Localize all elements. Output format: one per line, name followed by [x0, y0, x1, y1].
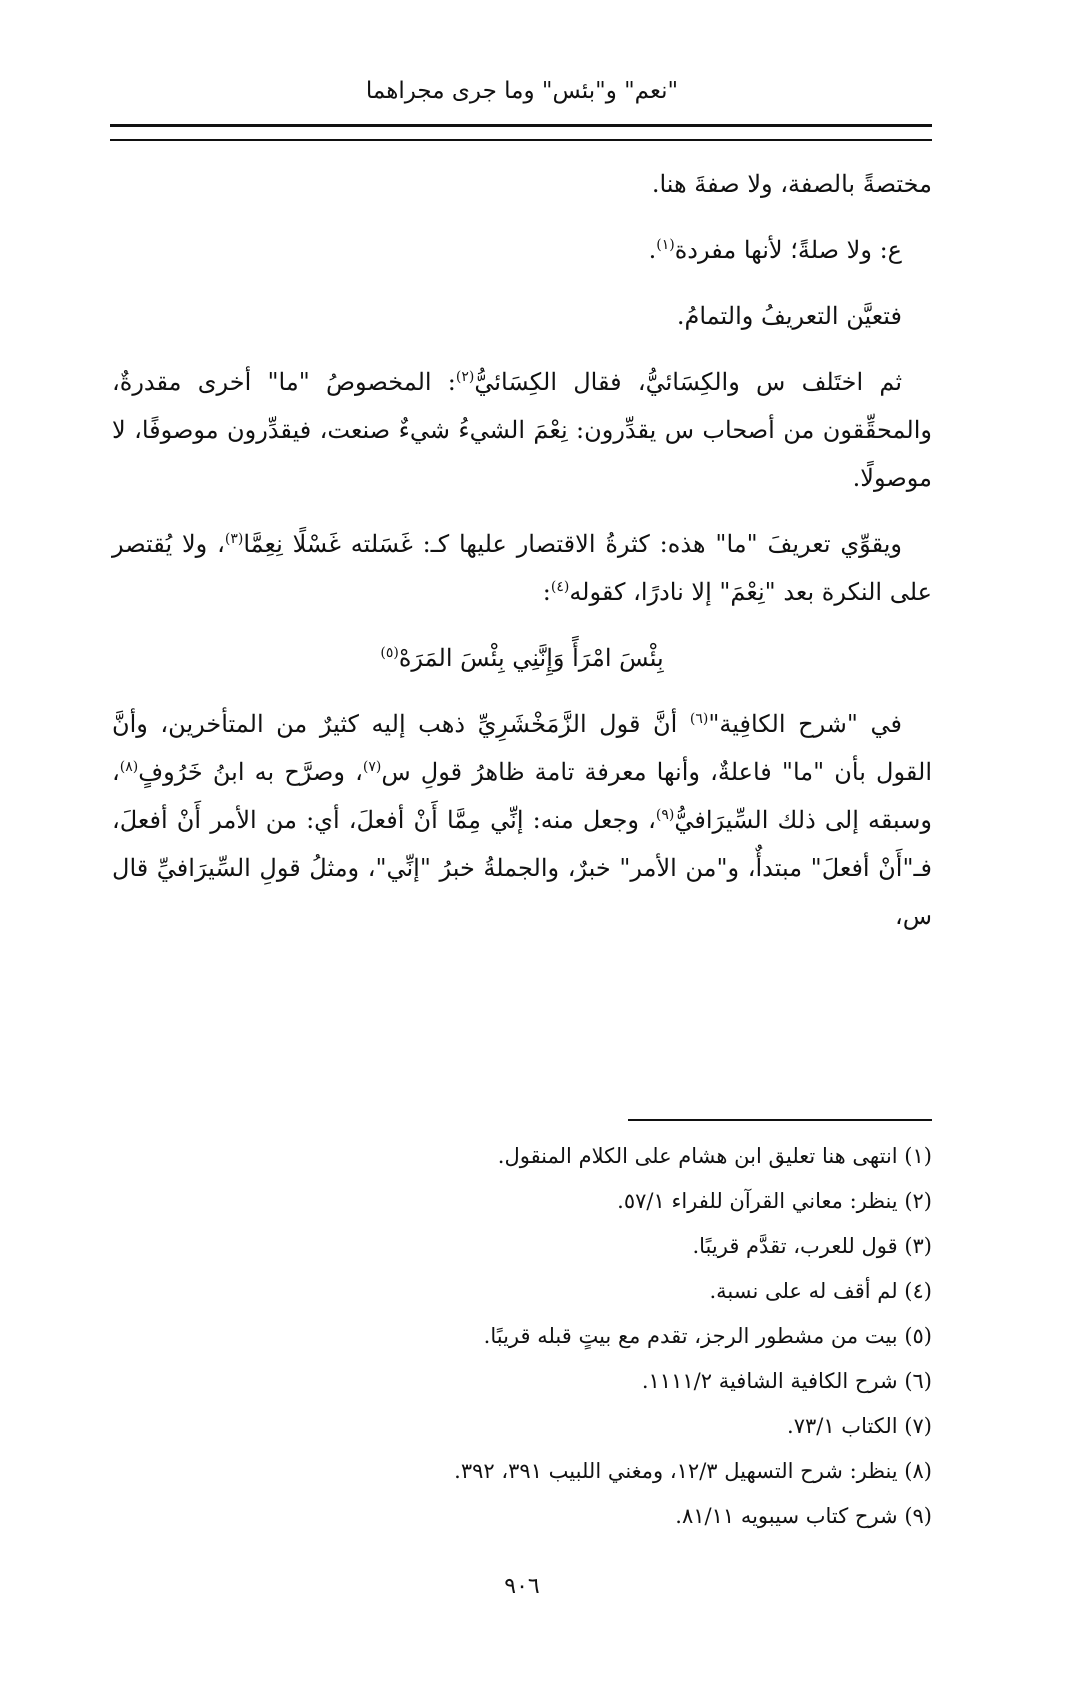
- footnote-3: (٣) قول للعرب، تقدَّم قريبًا.: [692, 1234, 932, 1258]
- page-number: ٩٠٦: [504, 1574, 540, 1599]
- paragraph-5: [112, 520, 932, 616]
- paragraph-5-text-a: ويقوِّي تعريفَ "ما" هذه: كثرةُ الاقتصار عليها كـ: غَسَلته غَسْلًا نِعِمَّا: [243, 530, 902, 558]
- footnote-ref-1[interactable]: (١): [656, 237, 675, 253]
- paragraph-3-text: فتعيَّن التعريفُ والتمامُ.: [676, 302, 902, 330]
- paragraph-6-text-c: ، وصرَّح به ابنُ خَرُوفٍ: [138, 758, 363, 786]
- footnote-ref-5[interactable]: (٥): [380, 645, 399, 661]
- footnote-ref-6[interactable]: (٦): [689, 711, 709, 727]
- paragraph-5-text-b: ، ولا يُقتصر على النكرة بعد "نِعْمَ" إلا نادرًا، كقوله: [112, 530, 932, 606]
- footnote-ref-9[interactable]: (٩): [655, 807, 675, 823]
- paragraph-6: [112, 700, 932, 940]
- footnote-1: (١) انتهى هنا تعليق ابن هشام على الكلام المنقول.: [497, 1144, 932, 1168]
- paragraph-6-text-a: في "شرح الكافِية": [708, 710, 902, 738]
- paragraph-2-text: ع: ولا صلةً؛ لأنها مفردة: [674, 236, 902, 264]
- footnote-separator: [628, 1119, 932, 1121]
- paragraph-6-text-b: أنَّ قول الزَّمَخْشَرِيِّ ذهب إليه كثيرٌ من المتأخرين، وأنَّ القول بأن "ما" فاعلةٌ، وأنها معرفة تامة ظاهرُ قولِ س: [112, 710, 932, 786]
- paragraph-4-text-a: ثم اختَلف س والكِسَائيُّ، فقال الكِسَائيُّ: [474, 368, 902, 396]
- paragraph-1-text: مختصةً بالصفة، ولا صفةَ هنا.: [651, 170, 932, 198]
- header-rule-thin: [110, 139, 932, 141]
- main-text: [112, 160, 932, 958]
- footnote-9: (٩) شرح كتاب سيبويه ٨١/١١.: [675, 1504, 932, 1528]
- footnote-ref-8[interactable]: (٨): [119, 759, 139, 775]
- paragraph-5-text-c: :: [542, 578, 551, 606]
- footnote-4: (٤) لم أقف له على نسبة.: [709, 1279, 932, 1303]
- paragraph-2: [112, 226, 932, 274]
- paragraph-6-text-d: ، وسبقه إلى ذلك السِّيرَافيُّ: [112, 758, 932, 834]
- footnote-8: (٨) ينظر: شرح التسهيل ١٢/٣، ومغني اللبيب ٣٩١، ٣٩٢.: [454, 1459, 932, 1483]
- paragraph-4-text-b: : المخصوصُ "ما" أخرى مقدرةٌ، والمحقِّقون من أصحاب س يقدِّرون: نِعْمَ الشيءُ شيءٌ صنعت، فيقدِّرون موصوفًا، لا موصولًا.: [112, 368, 932, 492]
- footnote-5: (٥) بيت من مشطور الرجز، تقدم مع بيتٍ قبله قريبًا.: [483, 1324, 932, 1348]
- footnotes: [112, 1134, 932, 1539]
- footnote-6: (٦) شرح الكافية الشافية ١١١١/٢.: [641, 1369, 932, 1393]
- verse-text: بِئْسَ امْرَأً وَإِنَّنِي بِئْسَ المَرَهْ: [398, 644, 664, 672]
- paragraph-6-text-e: ، وجعل منه: إنِّي مِمَّا أَنْ أفعلَ، أي: من الأمر أَنْ أفعلَ، فـ"أَنْ أفعلَ" مبتدأٌ، و"من الأمر" خبرٌ، والجملةُ خبرُ "إنِّي"، ومثلُ قولِ السِّيرَافيِّ قال س،: [112, 806, 932, 930]
- paragraph-1: [112, 160, 932, 208]
- header-rule-thick: [110, 124, 932, 127]
- footnote-2: (٢) ينظر: معاني القرآن للفراء ٥٧/١.: [617, 1189, 932, 1213]
- paragraph-4: [112, 358, 932, 502]
- footnote-ref-3[interactable]: (٣): [224, 531, 244, 547]
- verse-line: [112, 634, 932, 682]
- running-title: "نعم" و"بئس" وما جرى مجراهما: [365, 78, 679, 104]
- footnote-ref-2[interactable]: (٢): [455, 369, 475, 385]
- paragraph-2-end: .: [648, 236, 657, 264]
- footnote-ref-4[interactable]: (٤): [550, 579, 570, 595]
- footnote-ref-7[interactable]: (٧): [362, 759, 382, 775]
- footnote-7: (٧) الكتاب ٧٣/١.: [787, 1414, 932, 1438]
- paragraph-3: [112, 292, 932, 340]
